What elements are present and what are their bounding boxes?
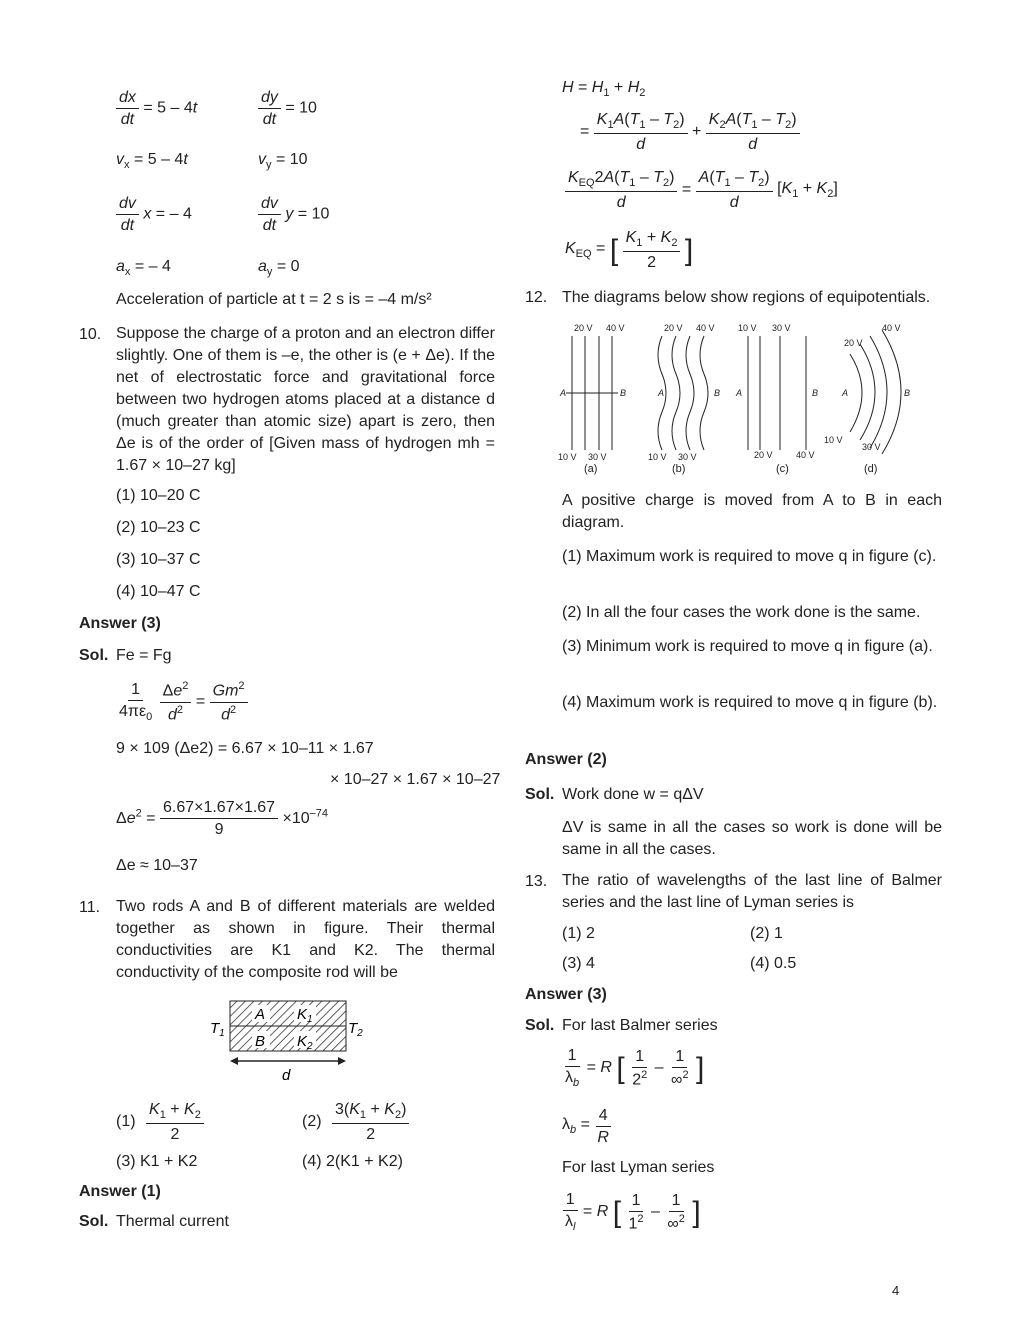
svg-text:30 V: 30 V — [862, 442, 881, 452]
svg-text:B: B — [714, 388, 721, 398]
svg-text:10 V: 10 V — [738, 323, 757, 333]
svg-text:A: A — [658, 388, 665, 398]
svg-text:10 V: 10 V — [824, 435, 843, 445]
svg-text:B: B — [620, 388, 627, 398]
lambda-b-eq: $\lambda_b$ = $\frac{4}{R}$ — [562, 1107, 609, 1147]
q13-answer: Answer (3) — [525, 986, 607, 1003]
svg-text:A: A — [842, 388, 849, 398]
svg-text:B: B — [904, 388, 911, 398]
q11-option-3: (3) K1 + K2 — [116, 1153, 198, 1170]
label-k2: $K_2$ — [297, 1033, 313, 1052]
label-a: A — [255, 1006, 266, 1023]
q12-option-4: (4) Maximum work is required to move q in figure (b). — [562, 694, 938, 711]
q13-option-3: (3) 4 — [562, 955, 595, 972]
label-t1: $T_1$ — [210, 1020, 225, 1039]
q11-sol-text: Thermal current — [116, 1213, 229, 1230]
svg-text:40 V: 40 V — [606, 323, 625, 333]
q11-option-1: (1) $\frac{K_1 + K_2}{2}$ — [116, 1100, 204, 1145]
lyman-eq: $\frac{1}{\lambda_l}$ = R [ $\frac{1}{1^2}$ – $\frac{1}{\infty^2}$ ] — [562, 1190, 701, 1235]
q10-option-4: (4) 10–47 C — [116, 583, 201, 600]
lyman-text: For last Lyman series — [562, 1159, 715, 1176]
q11-option-2: (2) $\frac{3(K_1 + K_2)}{2}$ — [302, 1100, 409, 1145]
label-d: d — [282, 1067, 291, 1084]
q10-number: 10. — [79, 326, 102, 343]
eq-dydt: $\frac{dy}{dt}$ = 10 — [258, 88, 317, 129]
q12-sol-label: Sol. — [525, 786, 555, 803]
svg-text:20 V: 20 V — [844, 338, 863, 348]
svg-text:30 V: 30 V — [772, 323, 791, 333]
eq-vx: $v_x = 5 - 4t$ — [116, 151, 188, 172]
q12-answer: Answer (2) — [525, 751, 607, 768]
svg-text:A: A — [560, 388, 567, 398]
q11-sol-label: Sol. — [79, 1213, 109, 1230]
svg-text:10 V: 10 V — [648, 452, 667, 462]
svg-text:30 V: 30 V — [588, 452, 607, 462]
q13-number: 13. — [525, 873, 548, 890]
acceleration-line: Acceleration of particle at t = 2 s is = –4 m/s² — [116, 291, 432, 308]
svg-text:A: A — [736, 388, 743, 398]
q10-sol-first: Fe = Fg — [116, 647, 172, 664]
q12-option-2: (2) In all the four cases the work done is the same. — [562, 604, 921, 621]
q13-option-2: (2) 1 — [750, 925, 783, 942]
q10-answer: Answer (3) — [79, 615, 161, 632]
svg-text:30 V: 30 V — [678, 452, 697, 462]
eq-vy: $v_y = 10$ — [258, 151, 308, 172]
svg-text:40 V: 40 V — [796, 450, 815, 460]
svg-text:(b): (b) — [672, 463, 686, 475]
rod-a — [230, 1001, 346, 1026]
label-k1: $K_1$ — [297, 1006, 313, 1025]
q13-option-4: (4) 0.5 — [750, 955, 797, 972]
q13-sol-text: For last Balmer series — [562, 1017, 718, 1034]
svg-text:B: B — [812, 388, 819, 398]
heat-sum-eq: = $\frac{K_1A(T_1 - T_2)}{d}$ + $\frac{K_2A(T_1 - T_2)}{d}$ — [580, 110, 800, 155]
q12-sol-text: Work done w = qΔV — [562, 786, 704, 803]
q10-sol-label: Sol. — [79, 647, 109, 664]
svg-text:(d): (d) — [864, 463, 878, 475]
h-line: $H = H_1 + H_2$ — [562, 79, 646, 100]
keq-result: $K_{EQ}$ = [ $\frac{K_1 + K_2}{2}$ ] — [565, 229, 694, 272]
q10-coulomb-eq: $\frac{1}{4\pi\varepsilon_0}$ $\frac{\Delta e^2}{d^2}$ = $\frac{Gm^2}{d^2}$ — [116, 680, 248, 725]
eq-dxdt: $\frac{dx}{dt}$ = 5 – 4t — [116, 88, 197, 129]
eq-dvdt-y: $\frac{dv}{dt}$ y = 10 — [258, 194, 329, 235]
label-t2: $T_2$ — [348, 1020, 363, 1039]
svg-text:40 V: 40 V — [696, 323, 715, 333]
q10-option-1: (1) 10–20 C — [116, 487, 201, 504]
q11-answer: Answer (1) — [79, 1183, 161, 1200]
svg-text:(c): (c) — [776, 463, 789, 475]
svg-text:20 V: 20 V — [754, 450, 773, 460]
q13-option-1: (1) 2 — [562, 925, 595, 942]
q12-option-1: (1) Maximum work is required to move q in figure (c). — [562, 548, 937, 565]
eq-ax: $a_x$ = – 4 — [116, 258, 171, 279]
q12-number: 12. — [525, 289, 548, 306]
q12-after-fig: A positive charge is moved from A to B in each diagram. — [562, 492, 942, 531]
q10-sol-line2: 9 × 109 (Δe2) = 6.67 × 10–11 × 1.67 — [116, 740, 374, 757]
svg-text:(a): (a) — [584, 463, 598, 475]
q11-number: 11. — [79, 899, 101, 916]
eq-ay: $a_y = 0$ — [258, 258, 300, 279]
q13-text: The ratio of wavelengths of the last line of Balmer series and the last line of Lyman series is — [562, 872, 942, 911]
q12-option-3: (3) Minimum work is required to move q in figure (a). — [562, 638, 933, 655]
q12-sol-text2: ΔV is same in all the cases so work is done will be same in all the cases. — [562, 819, 942, 858]
q10-sol-result: Δe ≈ 10–37 — [116, 857, 198, 874]
page-number: 4 — [892, 1283, 900, 1298]
q10-sol-line3: × 10–27 × 1.67 × 10–27 — [330, 771, 501, 788]
rod-b — [230, 1026, 346, 1051]
svg-text:10 V: 10 V — [558, 452, 577, 462]
q10-delta-e-sq: $\Delta e^2$ = $\frac{6.67\times 1.67\times 1.67}{9}$ $\times 10^{-74}$ — [116, 799, 329, 839]
q11-option-4: (4) 2(K1 + K2) — [302, 1153, 403, 1170]
composite-rod-figure — [200, 995, 370, 1085]
q10-text: Suppose the charge of a proton and an electron differ slightly. One of them is –e, the other is (e + Δe). If the net of electrostatic force and gravitational force between two hydrogen atoms placed at a distance d (much greater than atomic size) apart is zero, then Δe is of the order of [Given mass of hydrogen mh = 1.67 × 10–27 kg] — [116, 325, 495, 474]
eq-dvdt-x: $\frac{dv}{dt}$ x = – 4 — [116, 194, 192, 235]
balmer-eq: $\frac{1}{\lambda_b}$ = R [ $\frac{1}{2^2}$ – $\frac{1}{\infty^2}$ ] — [565, 1047, 705, 1090]
q10-option-2: (2) 10–23 C — [116, 519, 201, 536]
figure-a — [558, 323, 626, 475]
label-b: B — [255, 1033, 266, 1050]
equipotential-figure — [550, 318, 920, 478]
q13-sol-label: Sol. — [525, 1017, 555, 1034]
figure-d — [850, 330, 901, 454]
q11-text: Two rods A and B of different materials are welded together as shown in figure. Their thermal conductivities are K1 and K2. The thermal conductivity of the composite rod will be — [116, 898, 495, 981]
keq-eq: $K_{EQ}2A(T_1 - T_2)$ d = $\frac{A(T_1 - T_2)}{d}$ $[K_1 + K_2]$ — [565, 168, 838, 213]
q12-text: The diagrams below show regions of equipotentials. — [562, 289, 931, 306]
svg-text:20 V: 20 V — [664, 323, 683, 333]
figure-b — [658, 336, 708, 450]
figure-c — [735, 323, 818, 475]
q10-option-3: (3) 10–37 C — [116, 551, 201, 568]
svg-text:40 V: 40 V — [882, 323, 901, 333]
svg-text:20 V: 20 V — [574, 323, 593, 333]
